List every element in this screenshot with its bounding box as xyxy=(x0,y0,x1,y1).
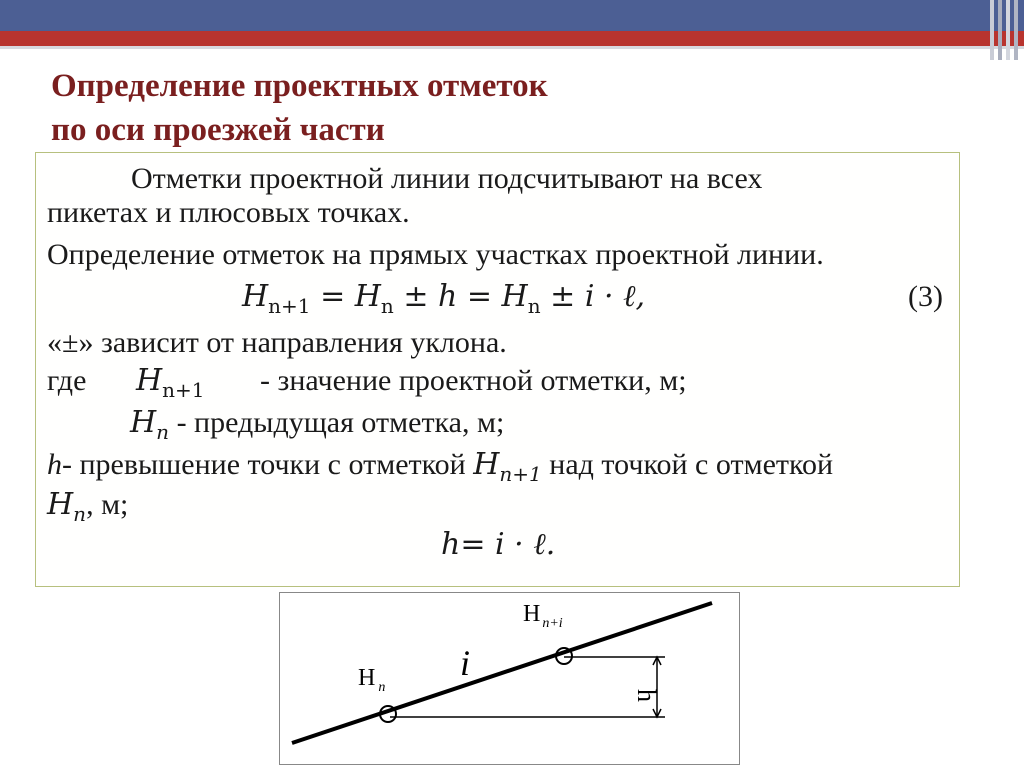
title-line-2: по оси проезжей части xyxy=(51,112,385,148)
formula-number: (3) xyxy=(908,280,943,313)
h-ref-var: H xyxy=(473,447,500,482)
h-last-sub: n xyxy=(73,502,87,526)
paragraph-1-line-1: Отметки проектной линии подсчитывают на всех xyxy=(131,162,763,195)
paragraph-1-line-2: пикетах и плюсовых точках. xyxy=(47,196,410,229)
formula-sub: n+1 xyxy=(268,294,311,318)
slide-title xyxy=(51,64,751,152)
label-hn1-sub: n+i xyxy=(542,616,563,631)
label-hn xyxy=(358,665,385,695)
paragraph-2: Определение отметок на прямых участках проектной линии. xyxy=(47,238,824,271)
h-last-var: H xyxy=(47,487,74,522)
h-formula: h= i · ℓ. xyxy=(441,527,556,562)
header-stripe xyxy=(998,0,1002,60)
h-ref-sub: n+1 xyxy=(499,462,542,486)
pm-note: «±» зависит от направления уклона. xyxy=(47,326,507,359)
h-definition-line-2 xyxy=(47,487,128,532)
formula-eq: = H xyxy=(310,279,381,314)
design-line xyxy=(292,603,712,743)
prev-var: H xyxy=(130,405,157,440)
label-hn-sub: n xyxy=(378,680,386,695)
where-var: H xyxy=(136,363,163,398)
formula-rest: ± i · ℓ, xyxy=(540,279,646,314)
formula-h: H xyxy=(242,279,269,314)
formula-3 xyxy=(242,279,645,324)
title-line-1: Определение проектных отметок xyxy=(51,68,548,104)
label-hn1-main: H xyxy=(523,601,541,627)
label-hn-main: H xyxy=(358,665,376,691)
header-bar-red xyxy=(0,31,1024,46)
formula-sub: n xyxy=(527,294,541,318)
where-description: - значение проектной отметки, м; xyxy=(260,364,687,397)
label-i: i xyxy=(460,643,471,683)
h-var: h xyxy=(47,448,62,481)
header-bar-line xyxy=(0,46,1024,49)
h-desc2: над точкой с отметкой xyxy=(541,448,834,481)
h-definition-line xyxy=(47,447,833,492)
header-stripe xyxy=(1006,0,1010,60)
label-h: h xyxy=(632,689,661,702)
prev-mark-line xyxy=(130,405,504,450)
where-label: где xyxy=(47,364,87,397)
where-sub: n+1 xyxy=(162,378,205,402)
formula-pm: ± h = H xyxy=(393,279,528,314)
where-variable xyxy=(136,363,205,408)
header-stripe xyxy=(1014,0,1018,60)
content-box xyxy=(35,152,960,587)
header-stripe xyxy=(990,0,994,60)
h-desc: - превышение точки с отметкой xyxy=(62,448,474,481)
prev-desc: - предыдущая отметка, м; xyxy=(169,406,505,439)
slope-diagram-svg xyxy=(280,593,741,766)
label-hn1 xyxy=(523,601,563,631)
h-last-unit: , м; xyxy=(86,488,129,521)
header-bar-blue xyxy=(0,0,1024,31)
formula-sub: n xyxy=(380,294,394,318)
prev-sub: n xyxy=(156,420,170,444)
slope-diagram xyxy=(279,592,740,765)
